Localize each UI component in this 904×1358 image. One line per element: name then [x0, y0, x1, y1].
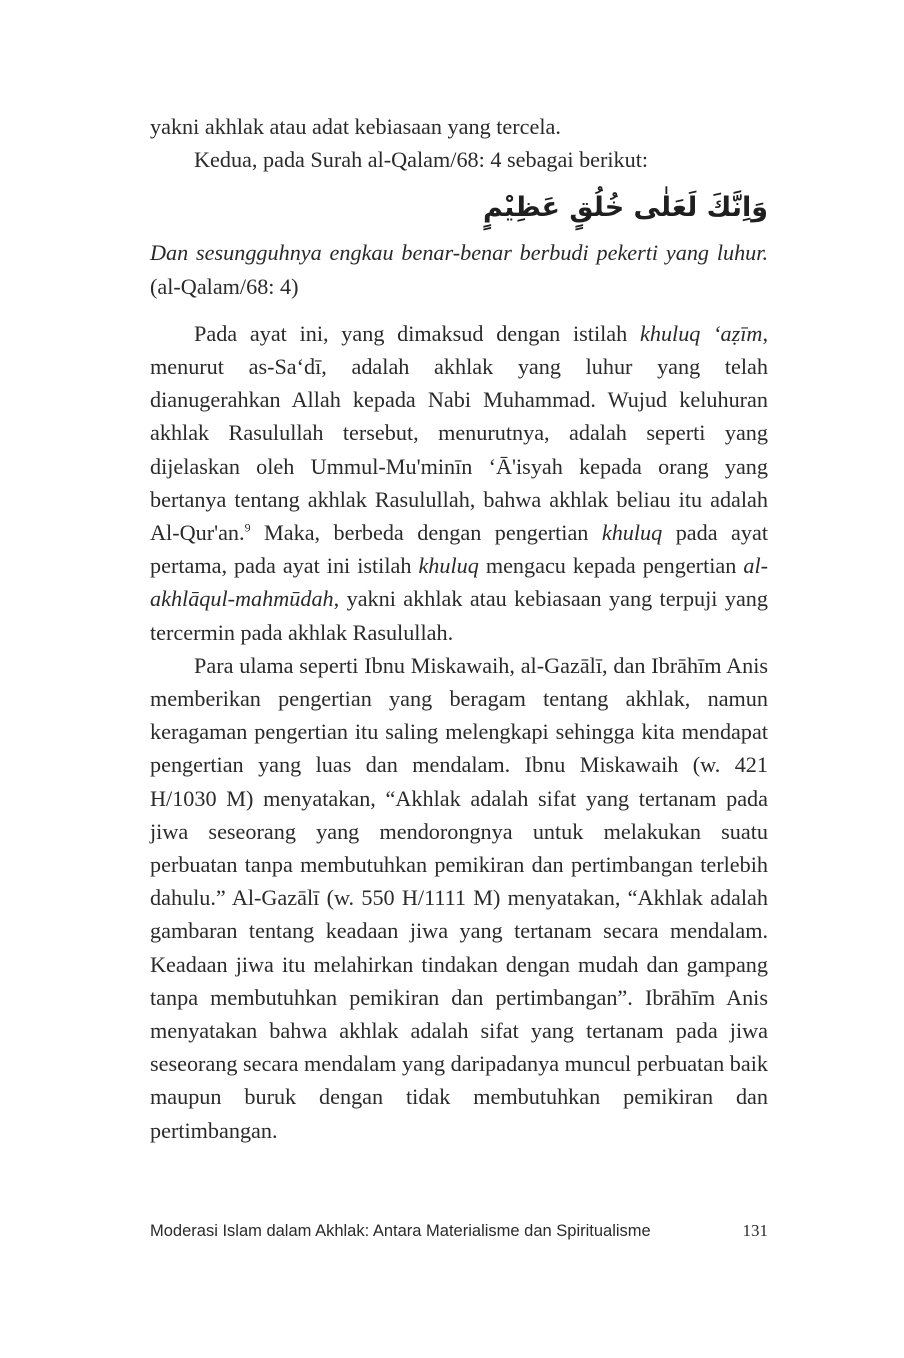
text-line-2: Kedua, pada Surah al-Qalam/68: 4 sebagai berikut: — [194, 147, 649, 173]
para1-text-3: Maka, berbeda dengan pengertian — [250, 520, 602, 546]
paragraph-ulama: Para ulama seperti Ibnu Miskawaih, al-Gazālī, dan Ibrāhīm Anis memberikan pengertian yang beragam tentang akhlak, namun keragaman pengertian itu saling melengkapi sehingga kita mendapat pengertian yang luas dan mendalam. Ibnu Miskawaih (w. 421 H/1030 M) menyatakan, “Akhlak adalah sifat yang tertanam pada jiwa seseorang yang mendorongnya untuk melakukan suatu perbuatan tanpa membutuhkan pemikiran dan pertimbangan terlebih dahulu.” Al-Gazālī (w. 550 H/1111 M) menyatakan, “Akhlak adalah gambaran tentang keadaan jiwa yang tertanam secara mendalam. Keadaan jiwa itu melahirkan tindakan dengan mudah dan gampang tanpa membutuhkan pemikiran dan pertimbangan”. Ibrāhīm Anis menyatakan bahwa akhlak adalah sifat yang tertanam pada jiwa seseorang secara mendalam yang daripadanya muncul perbuatan baik maupun buruk dengan tidak membutuhkan pemikiran dan pertimbangan. — [150, 652, 768, 1143]
paragraph-khuluq — [150, 317, 768, 649]
page-number: 131 — [742, 1221, 768, 1240]
footnote-marker: 9 — [244, 520, 251, 535]
text-line-1: yakni akhlak atau adat kebiasaan yang tercela. — [150, 114, 561, 139]
para1-text-6: , yakni akhlak atau kebiasaan yang terpuji yang tercermin pada akhlak Rasulullah. — [150, 586, 768, 645]
verse-reference: (al-Qalam/68: 4) — [150, 273, 299, 299]
term-khuluq-1: khuluq — [601, 520, 663, 546]
para1-text-2: , menurut as-Sa‘dī, adalah akhlak yang luhur yang telah dianugerahkan Allah kepada Nabi Muhammad. Wujud keluhuran akhlak Rasulullah tersebut, menurutnya, adalah seperti yang dijelaskan oleh Ummul-Mu'minīn ‘Ā'isyah kepada orang yang bertanya tentang akhlak Rasulullah, bahwa akhlak beliau itu adalah Al-Qur'an. — [150, 320, 768, 546]
term-khuluq-2: khuluq — [418, 553, 479, 579]
para1-text-4: pada ayat pertama, pada ayat ini istilah — [150, 520, 768, 579]
translation-text: Dan sesungguhnya engkau benar-benar berbudi pekerti yang luhur. — [150, 240, 768, 266]
para1-text-1: Pada ayat ini, yang dimaksud dengan istilah — [194, 320, 640, 346]
verse-translation — [150, 236, 768, 302]
page-body — [150, 110, 768, 1147]
running-title: Moderasi Islam dalam Akhlak: Antara Materialisme dan Spiritualisme — [150, 1222, 651, 1240]
term-khuluq-azim: khuluq ‘aẓīm — [640, 320, 763, 346]
quran-verse-arabic: وَاِنَّكَ لَعَلٰى خُلُقٍ عَظِيْمٍ — [483, 192, 768, 224]
para1-text-5: mengacu kepada pengertian — [478, 553, 744, 579]
page-footer — [150, 1221, 768, 1241]
term-akhlaqul-mahmudah: al-akhlāqul-mahmūdah — [150, 553, 768, 612]
